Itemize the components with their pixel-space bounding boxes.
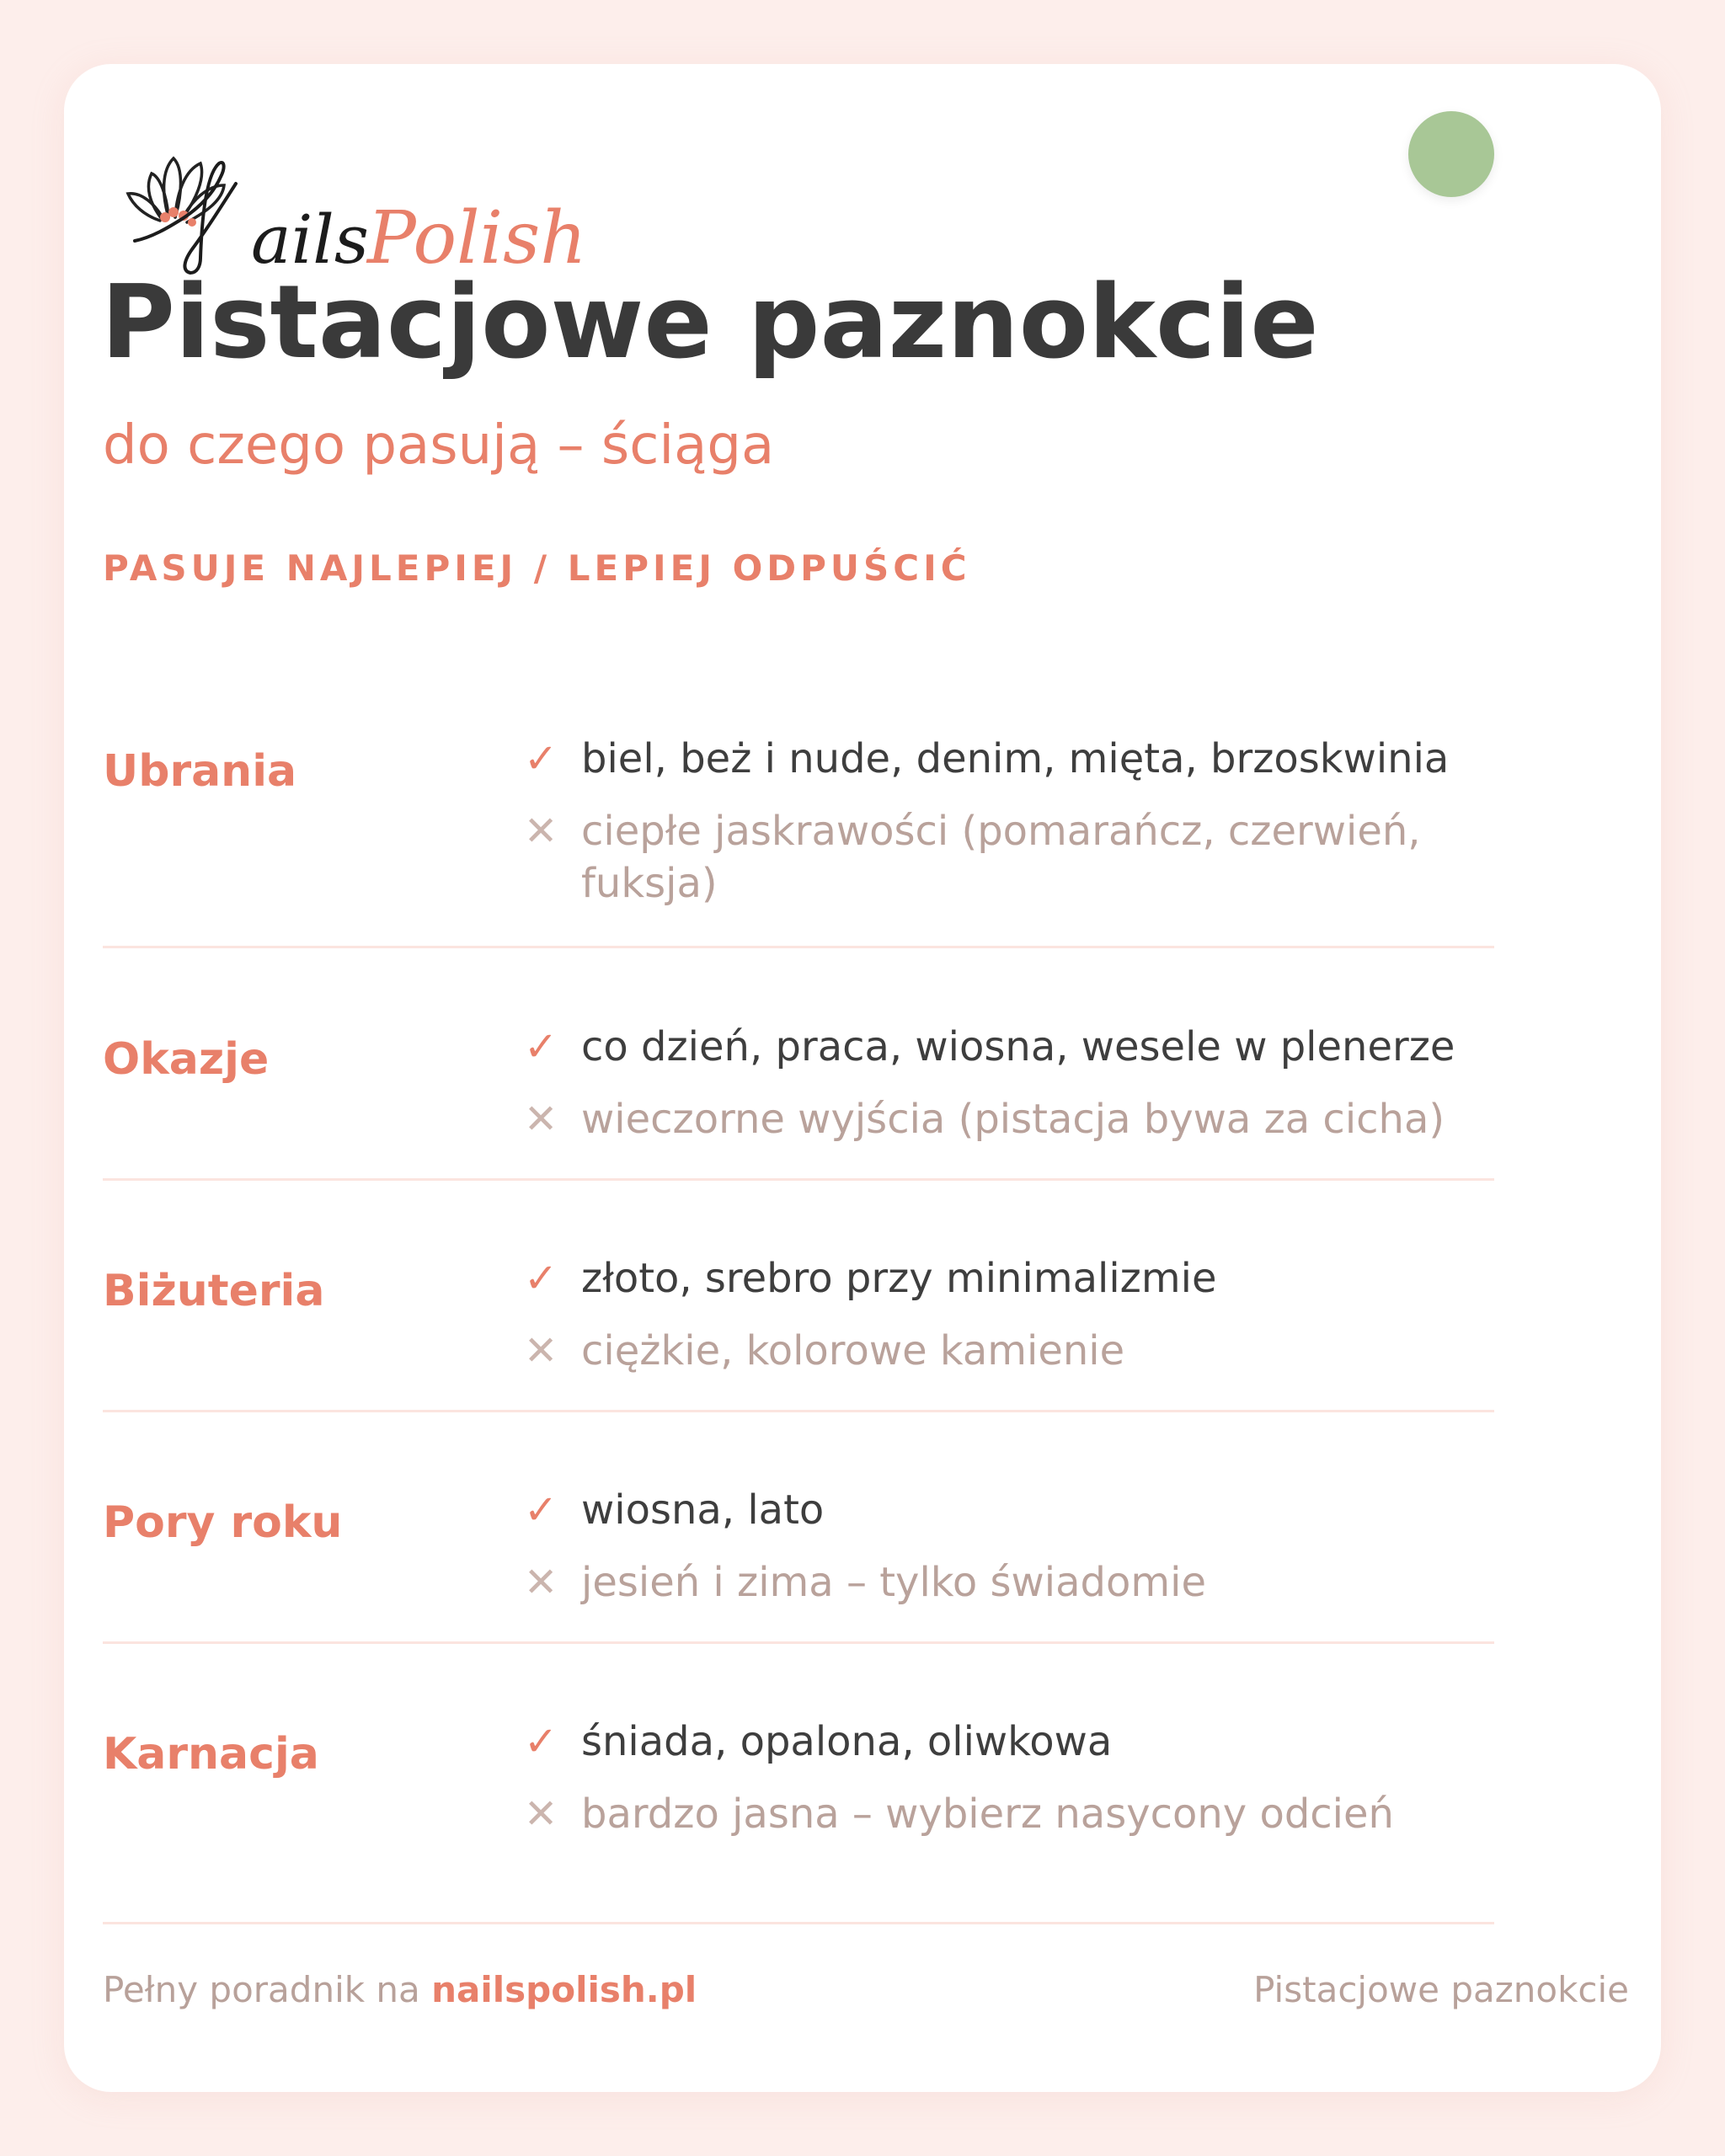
yes-text: biel, beż i nude, denim, mięta, brzoskwinia [581, 735, 1450, 782]
footer-link[interactable]: nailspolish.pl [431, 1969, 697, 2010]
yes-item [524, 733, 1493, 785]
no-item [524, 1093, 1493, 1145]
row-karnacja [103, 1716, 1494, 1850]
nails-polish-logo [101, 93, 623, 286]
row-category: Okazje [103, 1034, 270, 1085]
row-category: Pory roku [103, 1497, 343, 1548]
row-category: Biżuteria [103, 1266, 325, 1316]
no-item [524, 1325, 1493, 1377]
page-subtitle: do czego pasują – ściąga [103, 414, 775, 477]
check-icon: ✓ [524, 735, 558, 782]
footer-divider [103, 1922, 1494, 1924]
yes-text: śniada, opalona, oliwkowa [581, 1718, 1113, 1765]
yes-item [524, 1484, 1493, 1536]
check-icon: ✓ [524, 1718, 558, 1765]
row-divider [103, 1178, 1494, 1181]
no-text: ciepłe jaskrawości (pomarańcz, czerwień, fuksja) [581, 808, 1421, 907]
yes-text: wiosna, lato [581, 1486, 825, 1534]
check-icon: ✓ [524, 1486, 558, 1534]
check-icon: ✓ [524, 1023, 558, 1070]
row-divider [103, 946, 1494, 948]
yes-text: złoto, srebro przy minimalizmie [581, 1255, 1217, 1302]
no-text: jesień i zima – tylko świadomie [581, 1559, 1206, 1606]
cross-icon: ✕ [524, 808, 558, 855]
row-pory-roku [103, 1484, 1494, 1619]
svg-text:ails: ails [251, 200, 369, 279]
no-item [524, 1556, 1493, 1609]
row-bizuteria [103, 1252, 1494, 1387]
no-text: bardzo jasna – wybierz nasycony odcień [581, 1790, 1394, 1838]
yes-item [524, 1252, 1493, 1305]
cross-icon: ✕ [524, 1327, 558, 1374]
page-title: Pistacjowe paznokcie [101, 264, 1319, 382]
no-text: wieczorne wyjścia (pistacja bywa za cicha) [581, 1096, 1445, 1143]
row-okazje [103, 1021, 1494, 1155]
row-category: Karnacja [103, 1729, 319, 1780]
yes-item [524, 1716, 1493, 1768]
row-divider [103, 1641, 1494, 1644]
cross-icon: ✕ [524, 1096, 558, 1143]
cross-icon: ✕ [524, 1559, 558, 1606]
yes-text: co dzień, praca, wiosna, wesele w plenerze [581, 1023, 1455, 1070]
row-category: Ubrania [103, 746, 297, 797]
footer-source [103, 1969, 697, 2010]
no-text: ciężkie, kolorowe kamienie [581, 1327, 1125, 1374]
row-ubrania [103, 733, 1494, 918]
status-dot [1408, 111, 1494, 197]
svg-text:Polish: Polish [367, 196, 587, 280]
footer-prefix: Pełny poradnik na [103, 1969, 432, 2010]
no-item [524, 1788, 1493, 1840]
check-icon: ✓ [524, 1255, 558, 1302]
no-item [524, 805, 1493, 910]
row-divider [103, 1410, 1494, 1412]
cross-icon: ✕ [524, 1790, 558, 1838]
nail-dot-icon [160, 212, 170, 222]
yes-item [524, 1021, 1493, 1073]
footer-title: Pistacjowe paznokcie [1253, 1969, 1629, 2010]
legend-heading: PASUJE NAJLEPIEJ / LEPIEJ ODPUŚCIĆ [103, 547, 971, 589]
